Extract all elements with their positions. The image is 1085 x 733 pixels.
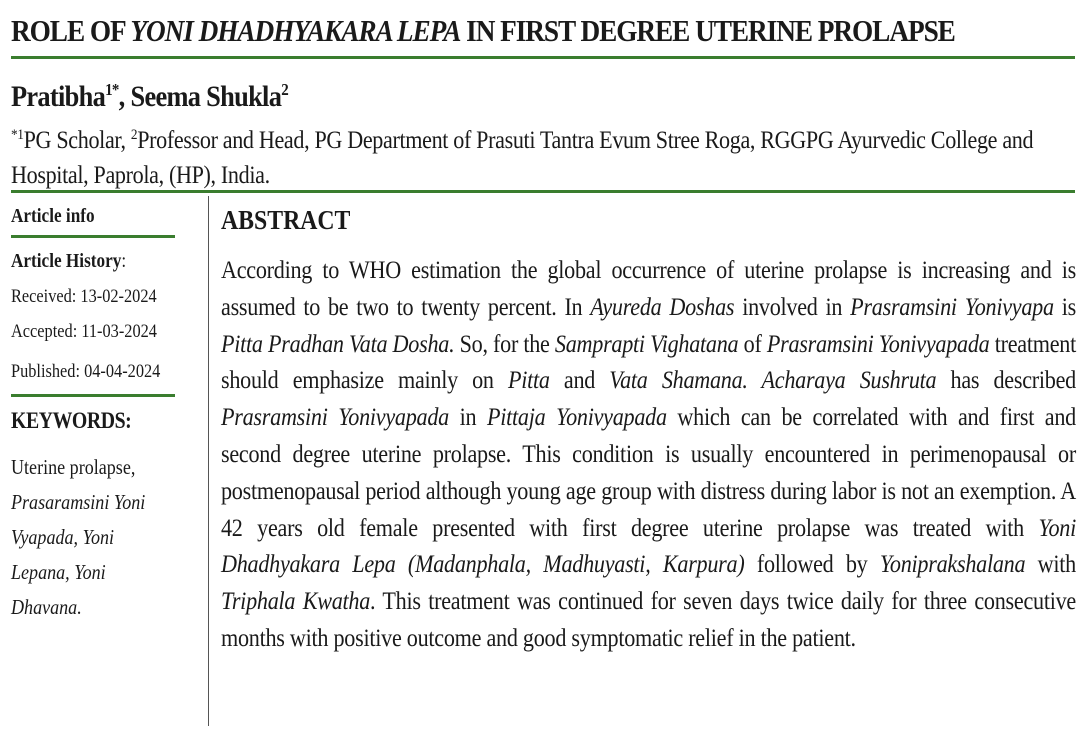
author-list: Pratibha$^{1*}$, Seema Shukla$^2$	[11, 80, 288, 113]
keywords-list: Uterine prolapse, Prasaramsini Yoni Vyapada, Yoni Lepana, Yoni Dhavana.	[11, 455, 146, 619]
keywords-heading: KEYWORDS:	[11, 408, 132, 433]
abstract-body: According to WHO estimation the global occurrence of uterine prolapse is increasing and is assumed to be two to twenty percent. In Ayureda Doshas involved in Prasramsini Yonivyapa is Pitta Pradhan Vata Dosha. So, for the Samprapti Vighatana of Prasramsini Yonivyapada treatment should emphasize mainly on Pitta and Vata Shamana. Acharaya Sushruta has described Prasramsini Yonivyapada in Pittaja Yonivyapada which can be correlated with and first and second degree uterine prolapse. This condition is usually encountered in perimenopausal or postmenopausal period although young age group with distress during labor is not an exemption. A 42 years old female presented with first degree uterine prolapse was treated with Yoni Dhadhyakara Lepa (Madanphala, Madhuyasti, Karpura) followed by Yoniprakshalana with Triphala Kwatha. This treatment was continued for seven days twice daily for three consecutive months with positive outcome and good symptomatic relief in the patient.	[221, 257, 1077, 652]
title-rule	[11, 56, 1075, 59]
article-info-heading: Article info	[11, 205, 95, 227]
article-info-rule	[11, 235, 175, 238]
history-rule	[11, 394, 175, 397]
column-divider	[208, 196, 209, 726]
accepted-date: Accepted: 11-03-2024	[11, 321, 157, 342]
abstract-heading: ABSTRACT	[221, 205, 351, 235]
affiliation-rule	[11, 190, 1075, 193]
article-history-heading: Article History:	[11, 250, 127, 272]
paper-title: ROLE OF YONI DHADHYAKARA LEPA IN FIRST DEGREE UTERINE PROLAPSE	[11, 13, 955, 48]
received-date: Received: 13-02-2024	[11, 286, 157, 307]
author-affiliation: $^{*1}$PG Scholar, $^2$Professor and Head, PG Department of Prasuti Tantra Evum Stree Roga, RGGPG Ayurvedic College and Hospital, Paprola, (HP), India.	[11, 127, 1034, 189]
published-date: Published: 04-04-2024	[11, 361, 161, 382]
